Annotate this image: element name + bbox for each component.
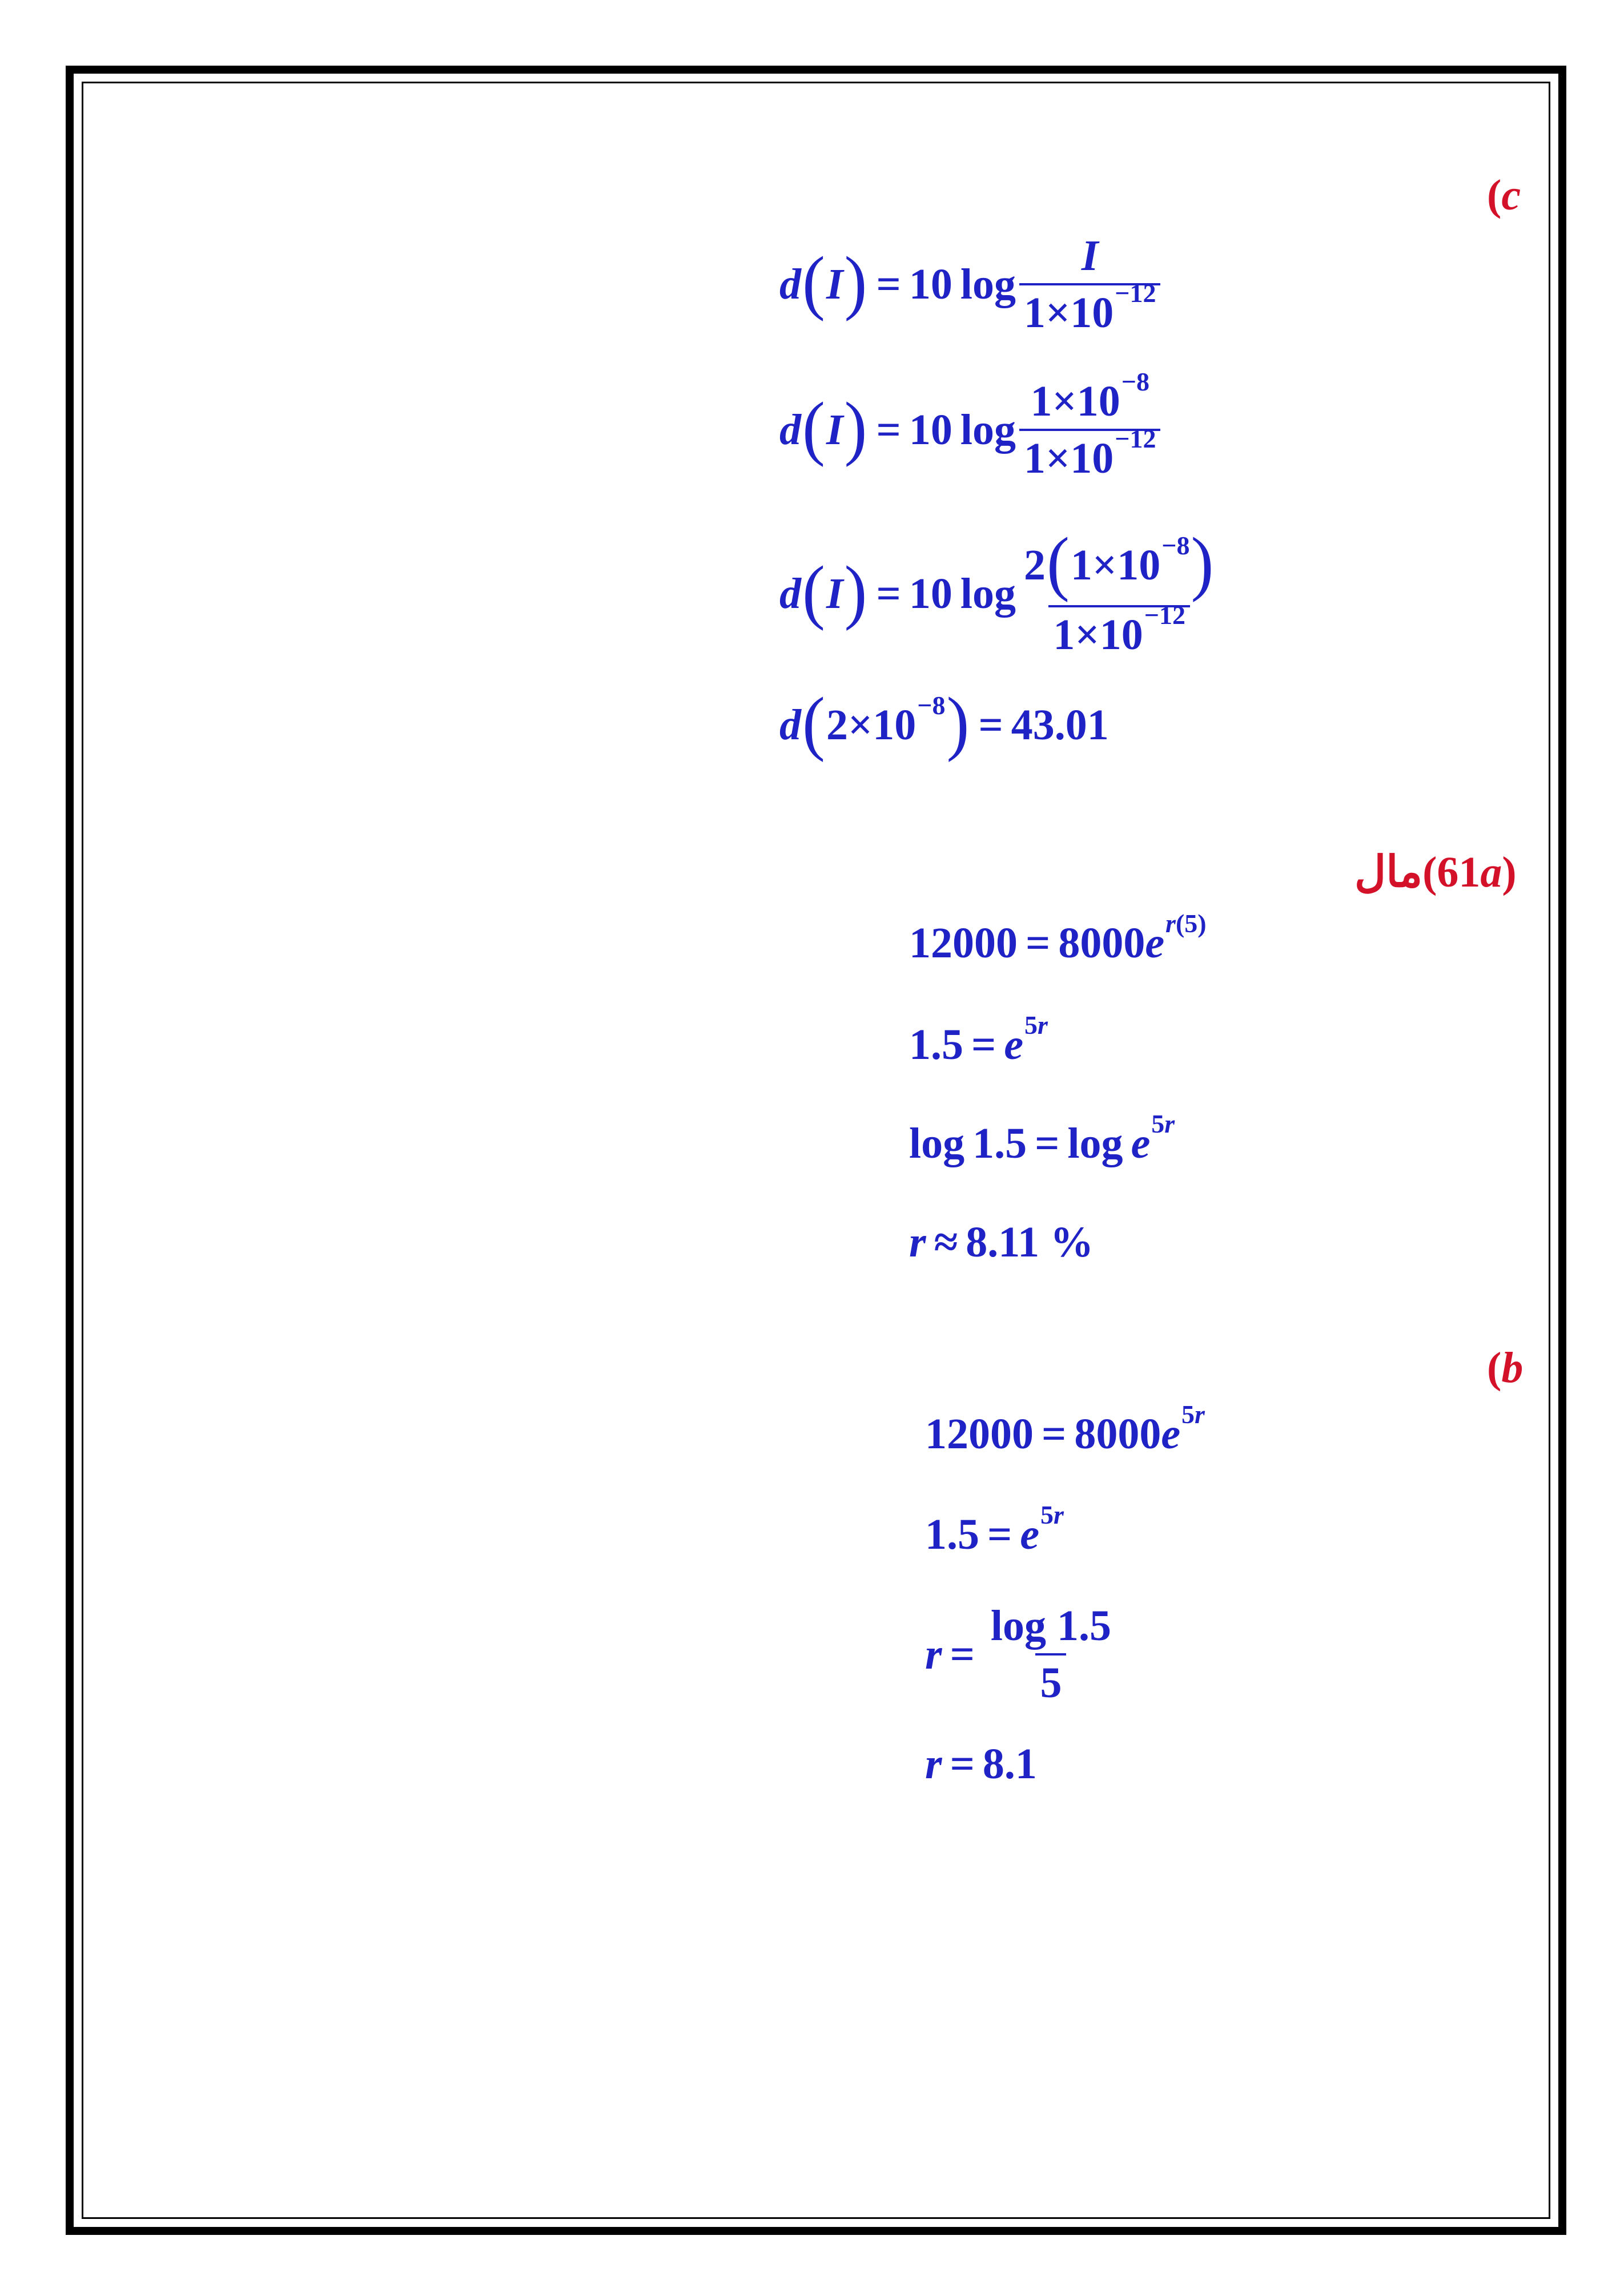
equation-b-line3: r = $\frac{\log 1.5}{5}$	[925, 1604, 1119, 1705]
fraction: 1×10 $^{-8}$ 1×10 $^{-12}$	[1019, 380, 1161, 480]
section-label-c: (c	[1487, 171, 1521, 219]
fraction: $\frac{\log 1.5}{5}$	[990, 1602, 1112, 1707]
equation-61a-line1: 12000 = 8000 e $^{r(5)}$	[909, 909, 1207, 967]
equation-b-line2: 1.5 = e $^{5r}$	[925, 1500, 1064, 1558]
equation-61a-line2: 1.5 = e $^{5r}$	[909, 1010, 1048, 1069]
equation-c-line2: d ( I ) = 10 log 1×10 $^{-8}$ 1×10 $^{-12}$	[779, 380, 1164, 480]
equation-61a-line3: log 1.5 = log e $^{5r}$	[909, 1109, 1175, 1167]
equation-c-line3: d ( I ) = 10 log 2 ( 1×10 $^{-8}$ ) 1×10 $^{-12}$	[779, 531, 1223, 656]
fraction: I 1×10 $^{-12}$	[1019, 234, 1161, 335]
equation-c-line4: d ( 2×10 $^{-8}$ ) = 43.01	[779, 682, 1109, 763]
fraction: 2 ( 1×10 $^{-8}$ ) 1×10 $^{-12}$	[1023, 522, 1214, 659]
equation-61a-line4: r ≈ 8.11 %	[909, 1218, 1094, 1266]
equation-b-line4: r = 8.1	[925, 1740, 1037, 1788]
section-label-b: (b	[1487, 1344, 1523, 1392]
equation-c-line1: d ( I ) = 10 log I 1×10 $^{-12}$	[779, 234, 1164, 335]
equation-b-line1: 12000 = 8000 e $^{5r}$	[925, 1400, 1205, 1458]
section-label-61a: مال(61a)	[1354, 848, 1517, 896]
